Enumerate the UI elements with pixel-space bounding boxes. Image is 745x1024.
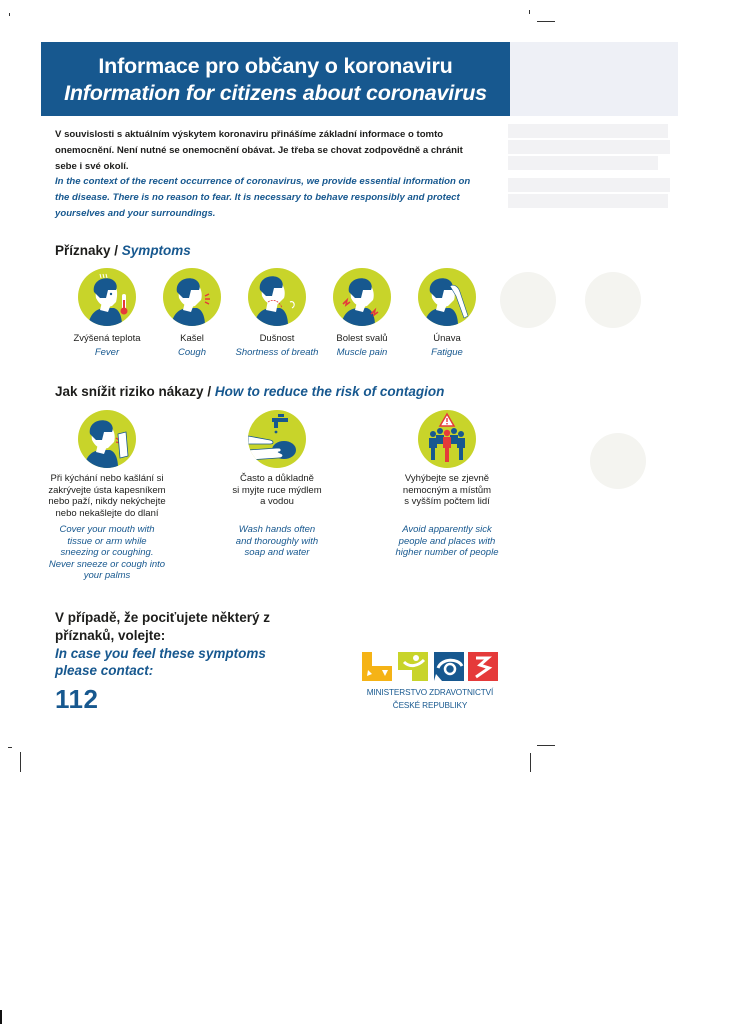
wash-hands-icon bbox=[248, 410, 306, 468]
ministry-logo bbox=[362, 652, 498, 681]
crop-mark bbox=[20, 752, 21, 772]
crop-mark bbox=[9, 13, 10, 16]
title-en: Information for citizens about coronavirus bbox=[64, 81, 487, 105]
crop-mark bbox=[530, 753, 531, 772]
symptoms-heading bbox=[55, 243, 191, 258]
header-banner bbox=[41, 42, 510, 116]
title-cz: Informace pro občany o koronaviru bbox=[98, 54, 453, 78]
text-line: people and places with bbox=[398, 535, 496, 547]
text-line: Avoid apparently sick bbox=[402, 524, 492, 535]
fever-icon bbox=[78, 268, 136, 326]
avoid-crowds-icon bbox=[418, 410, 476, 468]
symptom-label-en: Fever bbox=[94, 347, 120, 358]
contact-text-en: In case you feel these symptoms please contact: bbox=[55, 646, 266, 678]
symptom-label-cz: Zvýšená teplota bbox=[73, 333, 141, 344]
shortness-of-breath-icon bbox=[248, 268, 306, 326]
text-line: nemocným a místům bbox=[402, 484, 492, 496]
prevention-heading bbox=[55, 384, 444, 399]
text-line: your palms bbox=[83, 570, 131, 581]
text-line: nebo nekašlejte do dlaní bbox=[55, 507, 159, 519]
text-line: Při kýchání nebo kašlání si bbox=[50, 473, 164, 484]
text-line: a vodou bbox=[260, 496, 294, 507]
symptom-label-en: Muscle pain bbox=[336, 347, 388, 358]
fatigue-icon bbox=[418, 268, 476, 326]
ministry-name-line1: MINISTERSTVO ZDRAVOTNICTVÍ bbox=[366, 688, 494, 697]
emergency-phone-number[interactable]: 112 bbox=[55, 684, 99, 714]
prevention-text-en bbox=[32, 524, 182, 582]
text-line: Wash hands often bbox=[238, 524, 316, 535]
text-line: higher number of people bbox=[395, 547, 499, 558]
prevention-text-cz bbox=[372, 473, 522, 508]
text-line: Často a důkladně bbox=[240, 473, 314, 484]
symptom-label-en: Cough bbox=[178, 347, 206, 358]
prevention-text-en bbox=[372, 524, 522, 559]
crop-mark bbox=[529, 10, 530, 14]
muscle-pain-icon bbox=[333, 268, 391, 326]
text-line: Vyhýbejte se zjevně bbox=[404, 473, 490, 484]
intro-text-en: In the context of the recent occurrence of coronavirus, we provide essential information on the disease. There is no reason to fear. It is necessary to behave responsibly and protect yourselves and your surroundings. bbox=[55, 176, 471, 219]
cover-mouth-icon bbox=[78, 410, 136, 468]
text-line: Cover your mouth with bbox=[59, 524, 155, 535]
cough-icon bbox=[163, 268, 221, 326]
text-line: s vyšším počtem lidí bbox=[404, 496, 490, 507]
prevention-heading-en: How to reduce the risk of contagion bbox=[214, 384, 445, 399]
contact-text-cz: V případě, že pociťujete některý z příznaků, volejte: bbox=[55, 610, 271, 643]
intro-text-cz: V souvislosti s aktuálním výskytem koronaviru přinášíme základní informace o tomto onemocnění. Není nutné se onemocnění obávat. Je třeba se chovat zodpovědně a chránit sebe i své okolí. bbox=[55, 129, 463, 172]
text-line: Never sneeze or cough into bbox=[48, 558, 166, 570]
text-line: tissue or arm while bbox=[67, 535, 147, 547]
ministry-name-line2: ČESKÉ REPUBLIKY bbox=[392, 701, 468, 710]
symptom-label-cz: Kašel bbox=[180, 333, 204, 344]
symptoms-heading-cz: Příznaky / bbox=[55, 243, 122, 258]
prevention-text-cz bbox=[202, 473, 352, 508]
symptoms-heading-en: Symptoms bbox=[121, 243, 191, 258]
text-line: nebo paží, nikdy nekýchejte bbox=[48, 496, 166, 507]
symptom-label-cz: Únava bbox=[433, 333, 461, 344]
bleed-through-icon bbox=[590, 433, 646, 489]
text-line: soap and water bbox=[244, 547, 310, 558]
prevention-text-en bbox=[202, 524, 352, 559]
symptom-label-en: Fatigue bbox=[431, 347, 463, 358]
prevention-heading-cz: Jak snížit riziko nákazy / bbox=[55, 384, 215, 399]
prevention-text-cz bbox=[32, 473, 182, 519]
bleed-through-icon bbox=[585, 272, 641, 328]
symptom-fatigue bbox=[392, 332, 502, 360]
scan-edge bbox=[0, 1010, 2, 1024]
text-line: zakrývejte ústa kapesníkem bbox=[48, 484, 166, 496]
symptom-label-en: Shortness of breath bbox=[235, 347, 319, 358]
bleed-through-banner bbox=[510, 42, 678, 116]
crop-mark bbox=[537, 21, 555, 22]
bleed-through-text bbox=[508, 124, 676, 224]
text-line: sneezing or coughing. bbox=[60, 547, 154, 558]
symptom-label-cz: Bolest svalů bbox=[336, 333, 388, 344]
text-line: and thoroughly with bbox=[235, 535, 319, 547]
bleed-through-icon bbox=[500, 272, 556, 328]
crop-mark bbox=[537, 745, 555, 746]
text-line: si myjte ruce mýdlem bbox=[232, 484, 322, 496]
symptom-label-cz: Dušnost bbox=[259, 333, 295, 344]
crop-mark bbox=[8, 747, 12, 748]
